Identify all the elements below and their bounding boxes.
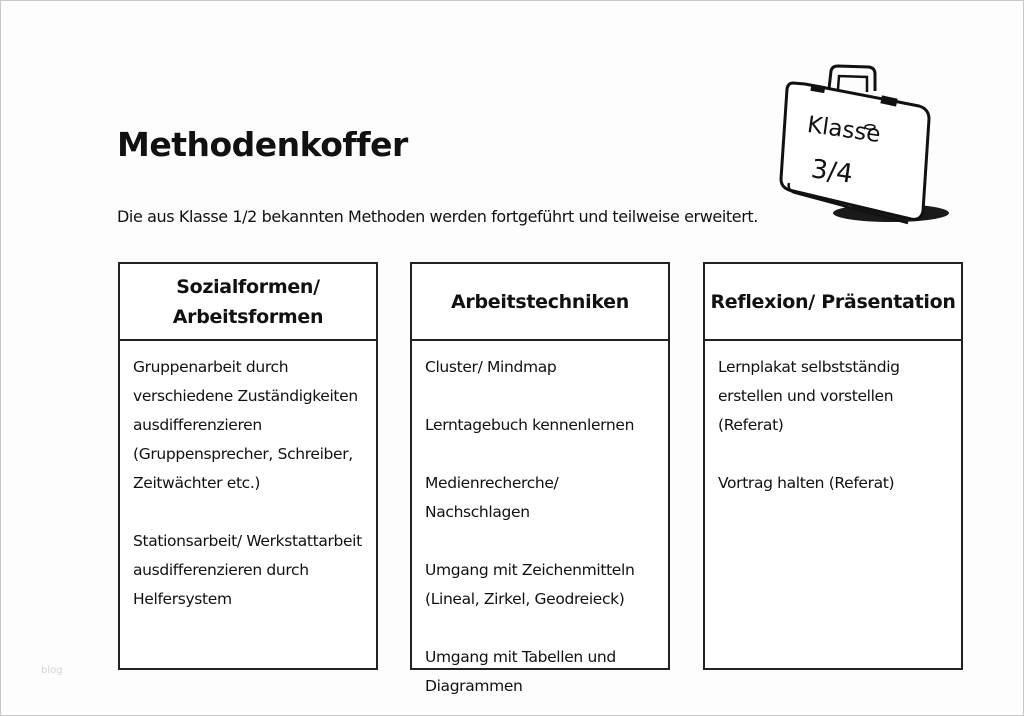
column-reflexion	[703, 262, 963, 670]
column-body	[705, 341, 961, 498]
column-arbeitstechniken	[410, 262, 670, 695]
class-label: Klasse	[805, 111, 883, 149]
column-body	[120, 341, 376, 614]
heading-line-2: Arbeitsformen	[172, 305, 324, 328]
list-item: Gruppenarbeit durch verschiedene Zuständigkeiten ausdifferenzieren (Gruppensprecher, Schreiber, Zeitwächter etc.)	[133, 358, 358, 492]
list-item: Vortrag halten (Referat)	[718, 474, 895, 492]
column-body	[412, 341, 668, 701]
list-item: Lernplakat selbstständig erstellen und vorstellen (Referat)	[718, 358, 900, 434]
list-item: Lerntagebuch kennenlernen	[425, 416, 635, 434]
list-item: Umgang mit Zeichenmitteln (Lineal, Zirkel, Geodreieck)	[425, 561, 635, 608]
watermark: blog	[41, 665, 63, 676]
column-heading: Arbeitstechniken	[412, 264, 668, 341]
list-item: Cluster/ Mindmap	[425, 358, 557, 376]
list-item: Stationsarbeit/ Werkstattarbeit ausdifferenzieren durch Helfersystem	[133, 532, 362, 608]
list-item: Umgang mit Tabellen und Diagrammen	[425, 648, 616, 695]
page-title: Methodenkoffer	[117, 125, 408, 164]
suitcase-icon	[771, 61, 961, 231]
page-subtitle: Die aus Klasse 1/2 bekannten Methoden werden fortgeführt und teilweise erweitert.	[117, 207, 758, 226]
class-number: 3/4	[809, 154, 855, 190]
column-heading	[120, 264, 376, 341]
column-heading: Reflexion/ Präsentation	[705, 264, 961, 341]
list-item: Medienrecherche/ Nachschlagen	[425, 474, 559, 521]
column-sozialformen	[118, 262, 378, 670]
heading-line-1: Sozialformen/	[176, 275, 320, 298]
